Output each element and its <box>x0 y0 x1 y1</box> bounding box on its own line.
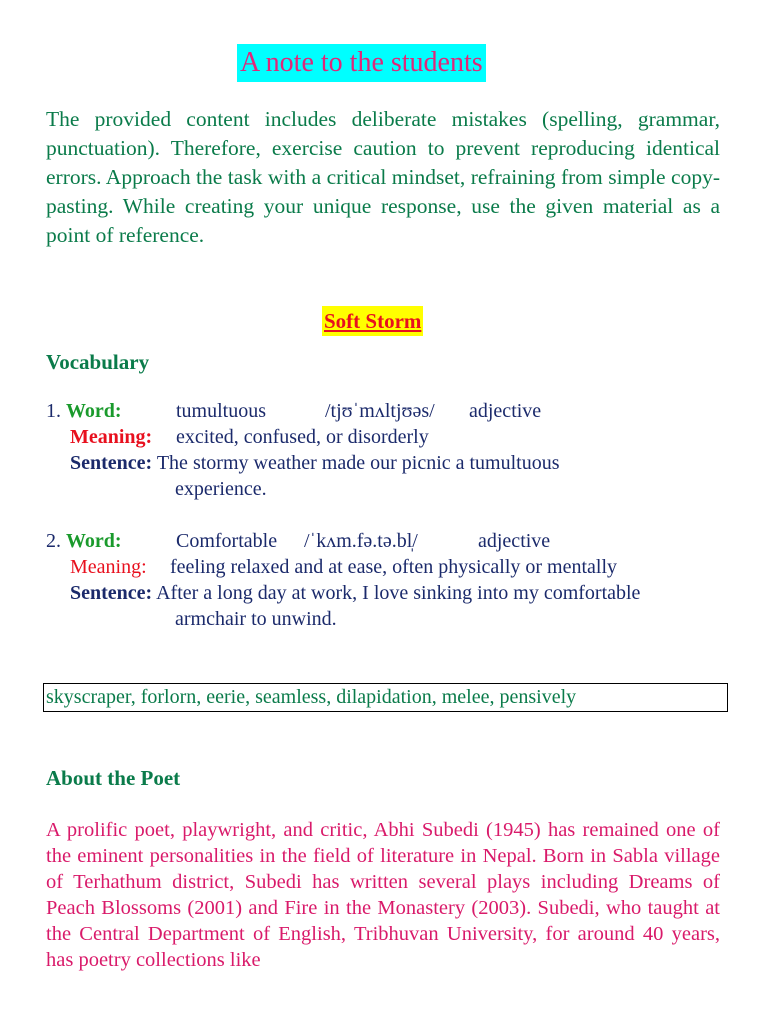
about-poet-heading: About the Poet <box>46 766 181 790</box>
vocab-entry-2-word: Comfortable <box>176 530 278 552</box>
vocab-entry-2-pos: adjective <box>478 530 551 552</box>
sentence-label: Sentence: <box>70 452 153 474</box>
vocab-entry-1-pronunciation: /tjʊˈmʌltjʊəs/ <box>325 400 435 422</box>
about-poet-paragraph: A prolific poet, playwright, and critic, Abhi Subedi (1945) has remained one of the eminent personalities in the field of literature in Nepal. Born in Sabla village of Terhathum district, Subedi has written several plays including Dreams of Peach Blossoms (2001) and Fire in the Monastery (2003). Subedi, who taught at the Central Department of English, Tribhuvan University, for around 40 years, has poetry collections like <box>46 819 720 971</box>
vocab-entry-1-sentence: The stormy weather made our picnic a tumultuous <box>156 452 560 474</box>
vocab-entry-2-sentence: After a long day at work, I love sinking into my comfortable <box>156 582 641 604</box>
vocab-entry-2-meaning-line <box>70 554 147 580</box>
poem-title: Soft Storm <box>322 306 423 336</box>
vocab-entry-2-sentence-line <box>70 580 640 606</box>
entry-number: 1. <box>46 400 61 422</box>
word-list-box: skyscraper, forlorn, eerie, seamless, dilapidation, melee, pensively <box>43 683 728 712</box>
vocab-entry-1-meaning-line <box>70 424 152 450</box>
word-label: Word: <box>66 400 122 422</box>
vocab-entry-2-meaning: feeling relaxed and at ease, often physically or mentally <box>170 556 618 578</box>
page-title: A note to the students <box>237 44 486 82</box>
meaning-label: Meaning: <box>70 426 153 448</box>
sentence-label: Sentence: <box>70 582 153 604</box>
word-label: Word: <box>66 530 122 552</box>
vocab-entry-2-sentence-cont: armchair to unwind. <box>175 608 337 630</box>
vocab-entry-1-meaning: excited, confused, or disorderly <box>176 426 429 448</box>
vocab-entry-1-pos: adjective <box>469 400 542 422</box>
vocab-entry-2-pronunciation: /ˈkʌm.fə.tə.bl̩/ <box>304 530 418 552</box>
vocab-entry-1-word: tumultuous <box>176 400 267 422</box>
vocab-entry-1-sentence-line <box>70 450 560 476</box>
vocab-entry-2-word-line <box>46 528 122 554</box>
vocab-entry-1-word-line <box>46 398 122 424</box>
vocabulary-heading: Vocabulary <box>46 350 150 374</box>
vocab-entry-1-sentence-cont: experience. <box>175 478 267 500</box>
intro-paragraph: The provided content includes deliberate mistakes (spelling, grammar, punctuation). Therefore, exercise caution to prevent reproducing identical errors. Approach the task with a critical mindset, refraining from simple copy-pasting. While creating your unique response, use the given material as a point of reference. <box>46 107 720 247</box>
meaning-label: Meaning: <box>70 556 147 578</box>
entry-number: 2. <box>46 530 61 552</box>
